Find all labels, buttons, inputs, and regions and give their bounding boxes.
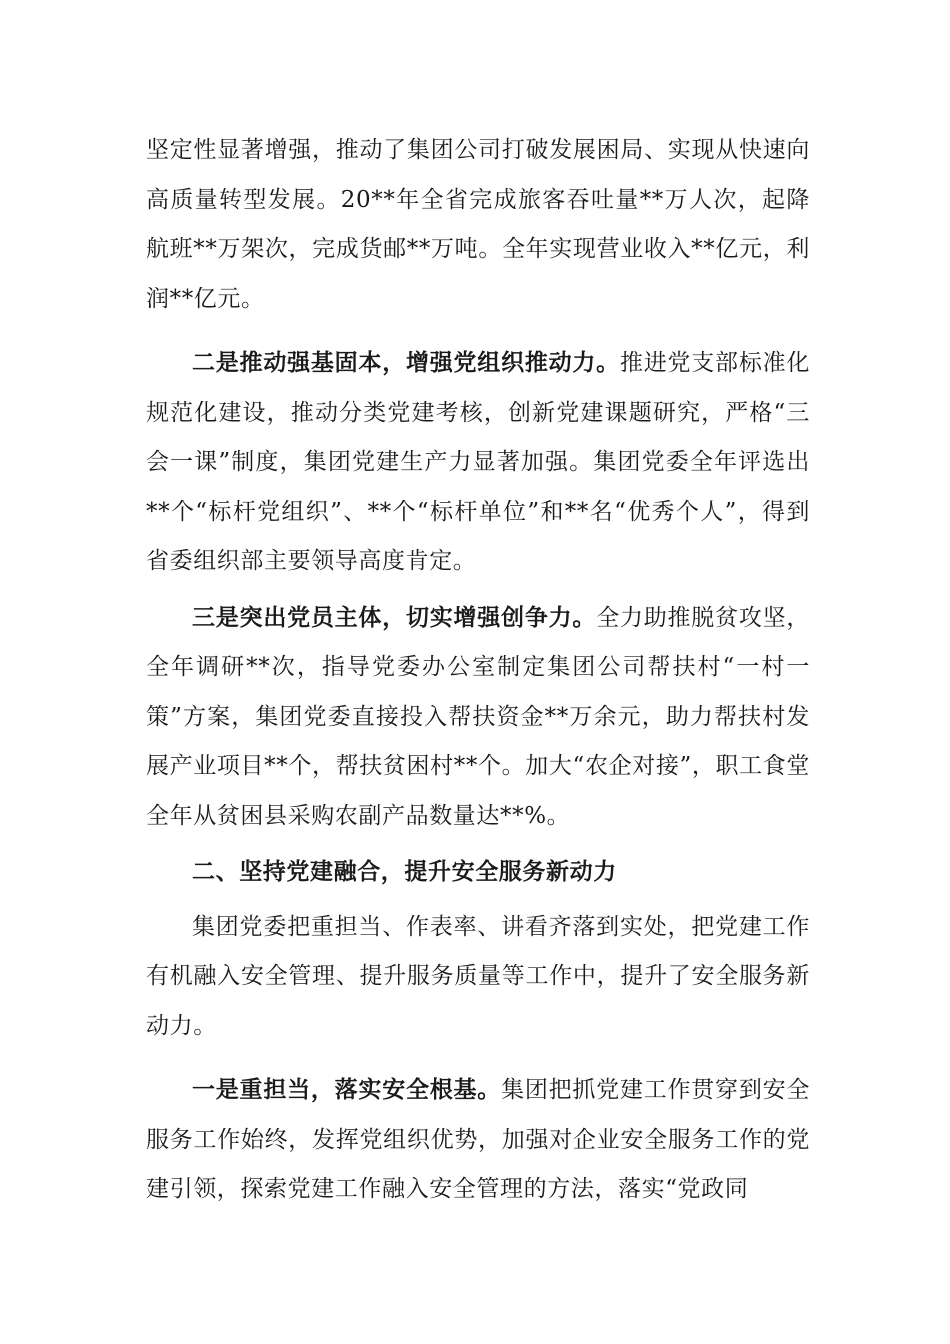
paragraph-lead: 一是重担当，落实安全根基。 [192, 1076, 502, 1103]
paragraph-lead: 三是突出党员主体，切实增强创争力。 [192, 603, 597, 631]
document-body [146, 126, 810, 1215]
paragraph-text: 集团党委把重担当、作表率、讲看齐落到实处，把党建工作有机融入安全管理、提升服务质量等工作中，提升了安全服务新动力。 [146, 913, 810, 1039]
paragraph-text: 全力助推脱贫攻坚，全年调研**次，指导党委办公室制定集团公司帮扶村“一村一策”方案，集团党委直接投入帮扶资金**万余元，助力帮扶村发展产业项目**个，帮扶贫困村**个。加大“农企对接”，职工食堂全年从贫困县采购农副产品数量达**%。 [146, 604, 810, 829]
paragraph-point-2 [146, 338, 810, 587]
paragraph-text: 坚定性显著增强，推动了集团公司打破发展困局、实现从快速向高质量转型发展。20**年全省完成旅客吞吐量**万人次，起降航班**万架次，完成货邮**万吨。全年实现营业收入**亿元，利润**亿元。 [146, 137, 810, 312]
section-intro-paragraph [146, 903, 810, 1052]
paragraph-text: 推进党支部标准化规范化建设，推动分类党建考核，创新党建课题研究，严格“三会一课”制度，集团党建生产力显著加强。集团党委全年评选出**个“标杆党组织”、**个“标杆单位”和**名“优秀个人”，得到省委组织部主要领导高度肯定。 [146, 350, 810, 574]
paragraph-point-3 [146, 593, 810, 842]
paragraph-continuation [146, 126, 810, 324]
paragraph-text: 集团把抓党建工作贯穿到安全服务工作始终，发挥党组织优势，加强对企业安全服务工作的党建引领，探索党建工作融入安全管理的方法，落实“党政同 [146, 1077, 810, 1202]
section-heading: 二、坚持党建融合，提升安全服务新动力 [192, 858, 617, 885]
paragraph-lead: 二是推动强基固本，增强党组织推动力。 [192, 349, 620, 376]
paragraph-point-1 [146, 1065, 810, 1215]
